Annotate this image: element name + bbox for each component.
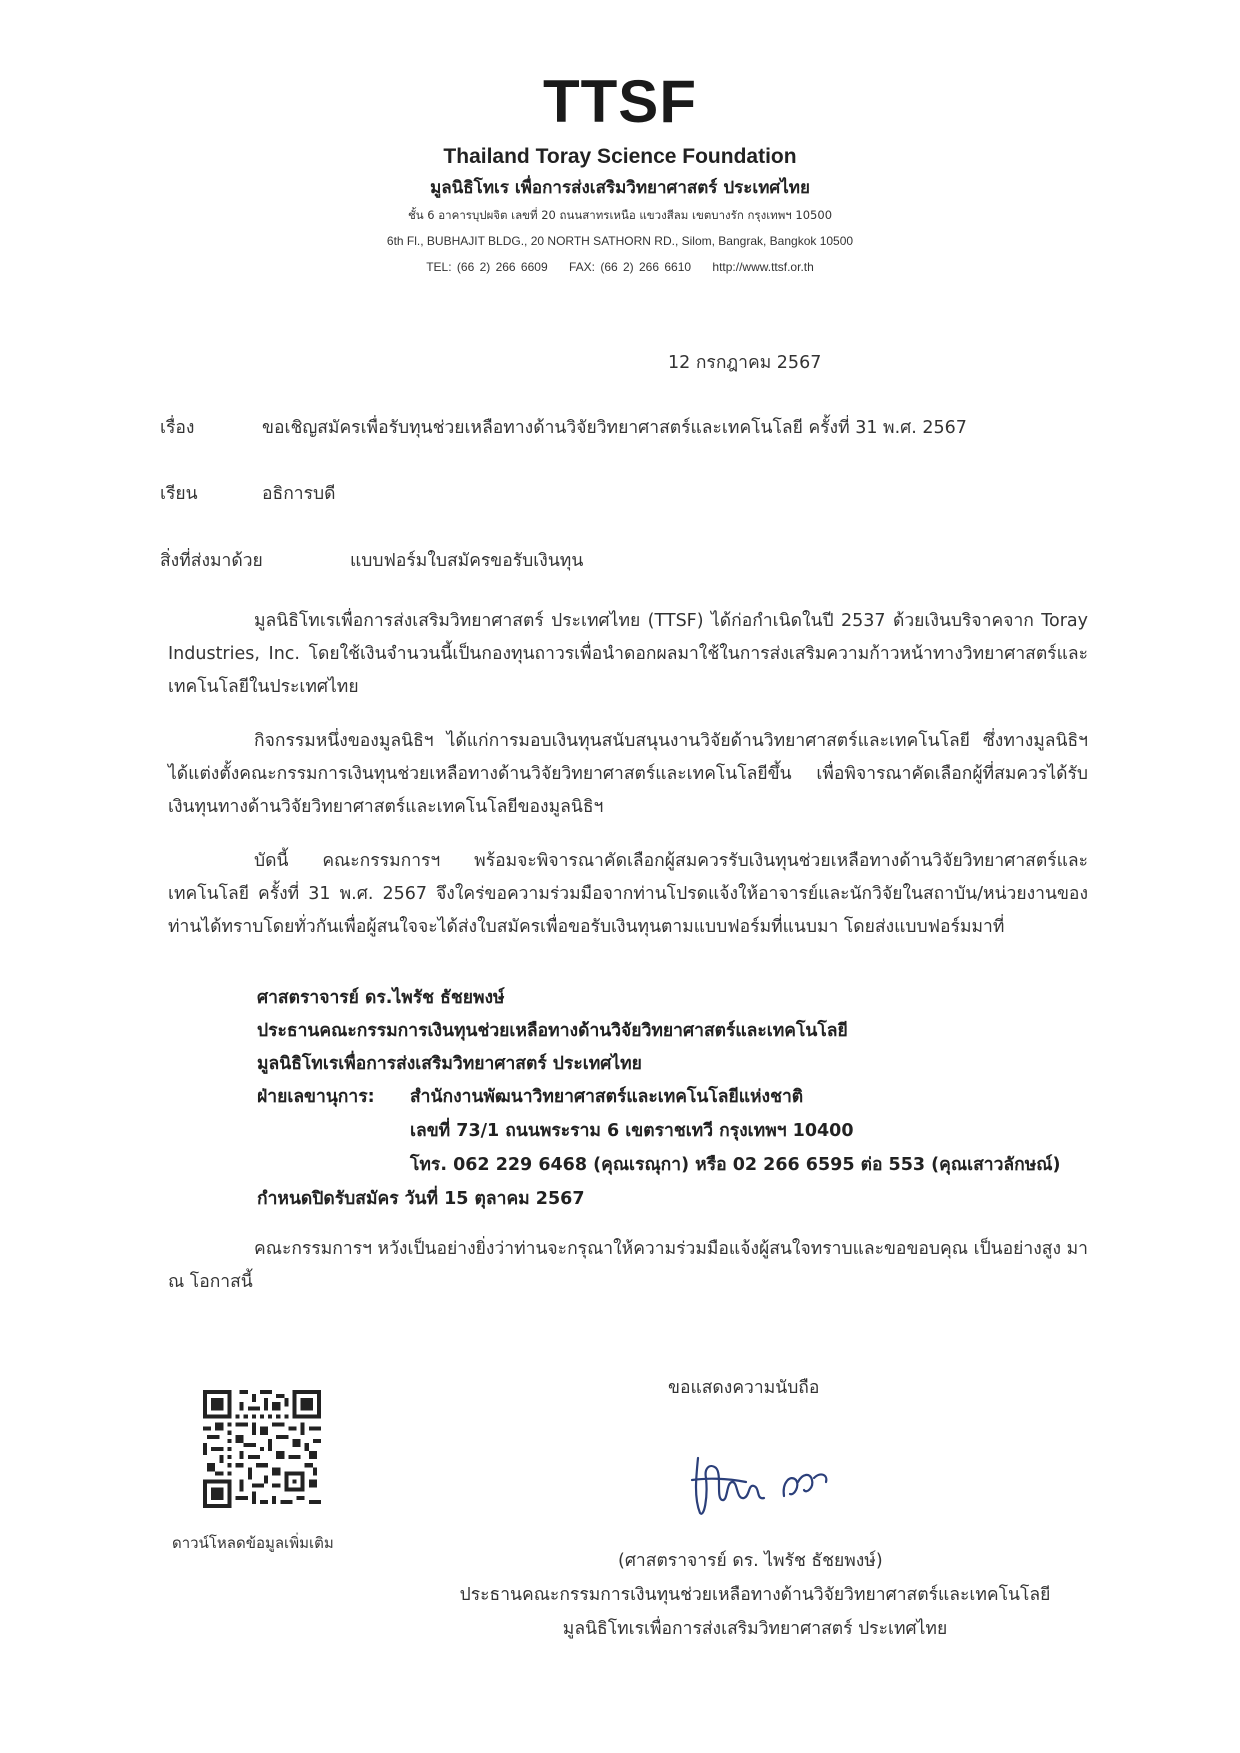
enclosure-label: สิ่งที่ส่งมาด้วย — [160, 551, 263, 571]
paragraph-4-text: คณะกรรมการฯ หวังเป็นอย่างยิ่งว่าท่านจะกรุณาให้ความร่วมมือแจ้งผู้สนใจทราบและขอขอบคุณ เป็นอย่างสูง มา ณ โอกาสนี้ — [168, 1239, 1088, 1292]
address-th: ชั้น 6 อาคารบุปผจิต เลขที่ 20 ถนนสาทรเหนือ แขวงสีลม เขตบางรัก กรุงเทพฯ 10500 — [407, 208, 833, 222]
paragraph-3-text: บัดนี้ คณะกรรมการฯ พร้อมจะพิจารณาคัดเลือกผู้สมควรรับเงินทุนช่วยเหลือทางด้านวิจัยวิทยาศาสตร์และเทคโนโลยี ครั้งที่ 31 พ.ศ. 2567 จึงใคร่ขอความร่วมมือจากท่านโปรดแจ้งให้อาจารย์และนักวิจัยในสถาบัน/หน่วยงานของท่านได้ทราบโดยทั่วกันเพื่อผู้สนใจจะได้ส่งใบสมัครเพื่อขอรับเงินทุนตามแบบฟอร์มที่แนบมา โดยส่งแบบฟอร์มมาที่ — [168, 851, 1088, 937]
to-label: เรียน — [160, 484, 198, 504]
fax-number: FAX: (66 2) 266 6610 — [568, 260, 692, 274]
letter-date: 12 กรกฎาคม 2567 — [668, 353, 822, 373]
tel-number: TEL: (66 2) 266 6609 — [426, 260, 548, 274]
paragraph-2 — [168, 725, 1088, 824]
secretariat-phone: โทร. 062 229 6468 (คุณเรณุกา) หรือ 02 266 6595 ต่อ 553 (คุณเสาวลักษณ์) — [410, 1155, 1061, 1175]
ttsf-logo: TTSF — [543, 68, 697, 135]
paragraph-3 — [168, 845, 1088, 944]
qr-code[interactable] — [203, 1390, 321, 1508]
subject-text: ขอเชิญสมัครเพื่อรับทุนช่วยเหลือทางด้านวิจัยวิทยาศาสตร์และเทคโนโลยี ครั้งที่ 31 พ.ศ. 2567 — [262, 418, 967, 438]
enclosure-text: แบบฟอร์มใบสมัครขอรับเงินทุน — [350, 551, 584, 571]
address-en: 6th Fl., BUBHAJIT BLDG., 20 NORTH SATHORN RD., Silom, Bangrak, Bangkok 10500 — [386, 234, 854, 248]
recipient-org: มูลนิธิโทเรเพื่อการส่งเสริมวิทยาศาสตร์ ประเทศไทย — [257, 1054, 642, 1074]
signer-org: มูลนิธิโทเรเพื่อการส่งเสริมวิทยาศาสตร์ ประเทศไทย — [562, 1619, 948, 1639]
paragraph-1-text: มูลนิธิโทเรเพื่อการส่งเสริมวิทยาศาสตร์ ประเทศไทย (TTSF) ได้ก่อกำเนิดในปี 2537 ด้วยเงินบริจาคจาก Toray Industries, Inc. โดยใช้เงินจำนวนนี้เป็นกองทุนถาวรเพื่อนำดอกผลมาใช้ในการส่งเสริมความก้าวหน้าทางวิทยาศาสตร์และเทคโนโลยีในประเทศไทย — [168, 611, 1088, 697]
secretariat-address: เลขที่ 73/1 ถนนพระราม 6 เขตราชเทวี กรุงเทพฯ 10400 — [410, 1121, 854, 1141]
secretariat-label: ฝ่ายเลขานุการ: — [257, 1087, 375, 1107]
qr-caption: ดาวน์โหลดข้อมูลเพิ่มเติม — [172, 1534, 334, 1552]
handwritten-signature — [686, 1438, 836, 1528]
website-link[interactable]: http://www.ttsf.or.th — [712, 260, 814, 274]
org-name-en: Thailand Toray Science Foundation — [443, 145, 797, 168]
paragraph-2-text: กิจกรรมหนึ่งของมูลนิธิฯ ได้แก่การมอบเงินทุนสนับสนุนงานวิจัยด้านวิทยาศาสตร์และเทคโนโลยี ซึ่งทางมูลนิธิฯ ได้แต่งตั้งคณะกรรมการเงินทุนช่วยเหลือทางด้านวิจัยวิทยาศาสตร์และเทคโนโลยีขึ้น เพื่อพิจารณาคัดเลือกผู้ที่สมควรได้รับเงินทุนทางด้านวิจัยวิทยาศาสตร์และเทคโนโลยีของมูลนิธิฯ — [168, 731, 1088, 817]
secretariat-name: สำนักงานพัฒนาวิทยาศาสตร์และเทคโนโลยีแห่งชาติ — [410, 1087, 804, 1107]
signer-title: ประธานคณะกรรมการเงินทุนช่วยเหลือทางด้านวิจัยวิทยาศาสตร์และเทคโนโลยี — [459, 1585, 1051, 1605]
closing-phrase: ขอแสดงความนับถือ — [668, 1378, 820, 1398]
to-text: อธิการบดี — [262, 484, 336, 504]
recipient-name: ศาสตราจารย์ ดร.ไพรัช ธัชยพงษ์ — [257, 988, 505, 1008]
paragraph-1 — [168, 605, 1088, 704]
recipient-title: ประธานคณะกรรมการเงินทุนช่วยเหลือทางด้านวิจัยวิทยาศาสตร์และเทคโนโลยี — [257, 1021, 848, 1041]
org-name-th: มูลนิธิโทเร เพื่อการส่งเสริมวิทยาศาสตร์ ประเทศไทย — [430, 178, 810, 198]
subject-label: เรื่อง — [160, 418, 195, 438]
paragraph-4 — [168, 1233, 1088, 1299]
signer-name: (ศาสตราจารย์ ดร. ไพรัช ธัชยพงษ์) — [618, 1551, 883, 1571]
contact-line — [0, 260, 1240, 274]
application-deadline: กำหนดปิดรับสมัคร วันที่ 15 ตุลาคม 2567 — [257, 1189, 585, 1209]
